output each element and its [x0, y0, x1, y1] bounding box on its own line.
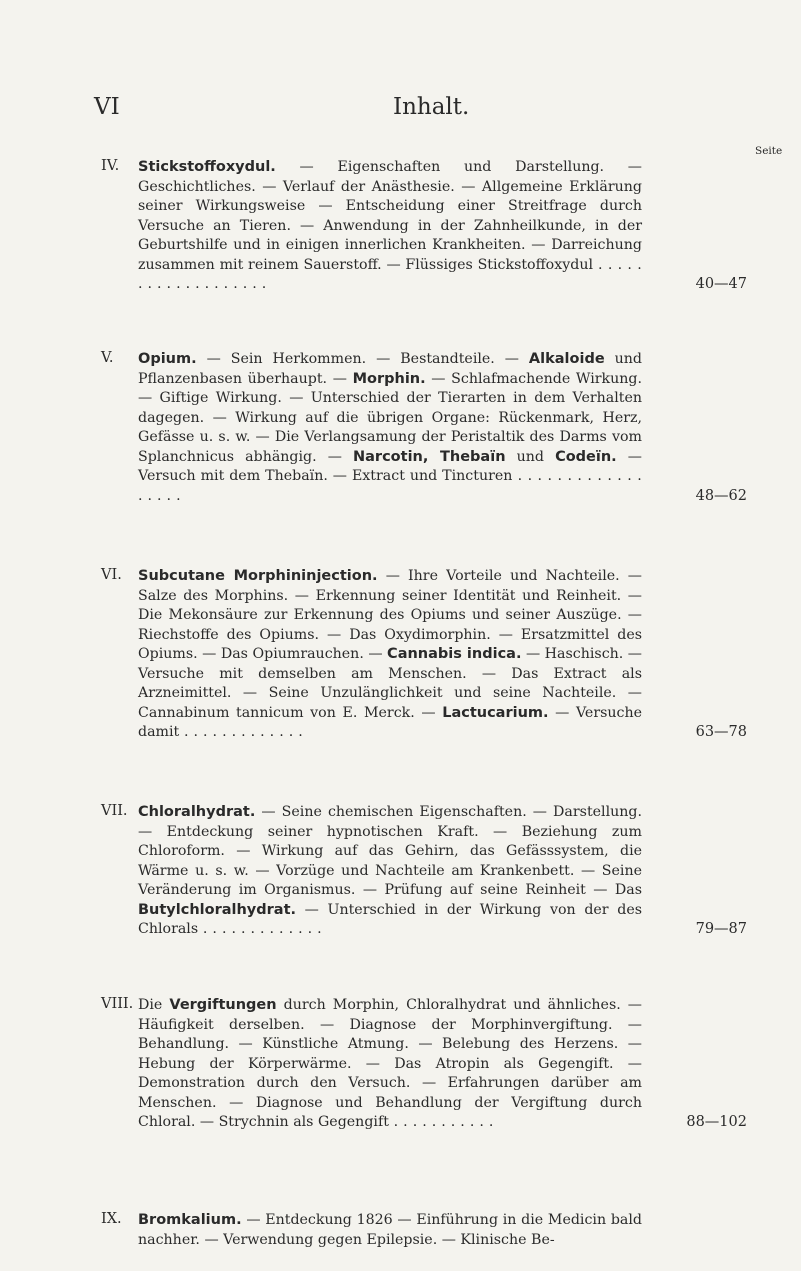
toc-entry: [101, 158, 747, 295]
keyword: Bromkalium.: [138, 1212, 242, 1228]
entry-number: VIII.: [101, 996, 134, 1012]
keyword: Codeïn.: [555, 448, 617, 465]
keyword: Opium.: [138, 351, 197, 367]
text-run: — Ihre Vorteile und Nachteile. — Salze des Morphins. — Erkennung seiner Identität und Reinheit. — Die Mekonsäure zur Erkennung des Opiums und seiner Auszüge. — Riechstoffe des Opiums. — Das Oxydimorphin. — Ersatzmittel des Opiums. — Das Opiumrauchen. —: [138, 568, 642, 662]
toc-entry: [101, 567, 747, 743]
entry-text: [138, 1211, 642, 1250]
entry-text: [138, 158, 642, 295]
text-run: — Eigenschaften und Darstellung. — Geschichtliches. — Verlauf der Anästhesie. — Allgemeine Erklärung seiner Wirkungsweise — Entscheidung einer Streitfrage durch Versuche an Tieren. — Anwendung in der Zahnheilkunde, in der Geburtshilfe und in einigen innerlichen Krankheiten. — Darreichung zusammen mit reinem Sauerstoff. — Flüssiges Stickstoffoxydul: [138, 159, 642, 273]
keyword: Butylchloralhydrat.: [138, 901, 297, 918]
entry-text: [138, 567, 642, 743]
dot-leader: . . . . . . . . . . . . .: [198, 921, 322, 937]
keyword: Stickstoffoxydul.: [138, 159, 276, 175]
entry-text: [138, 350, 642, 506]
page-range: 79—87: [695, 921, 747, 937]
keyword: Narcotin, Thebaïn: [353, 448, 506, 465]
entry-number: V.: [101, 350, 114, 366]
text-run: — Haschisch. — Versuche mit demselben am Menschen. — Das Extract als Arzneimittel. — Seine Unzulänglichkeit und seine Nachteile. — Cannabinum tannicum von E. Merck. —: [138, 646, 642, 721]
section-number: VI: [94, 94, 120, 120]
page-title: Inhalt.: [393, 94, 470, 120]
text-run: — Entdeckung 1826 — Einführung in die Medicin bald nachher. — Verwendung gegen Epilepsie. — Klinische Be-: [138, 1212, 642, 1248]
toc-entry: [101, 803, 747, 940]
toc-entry: [101, 350, 747, 506]
dot-leader: . . . . . . . . . . . . . . . . . . .: [138, 256, 642, 292]
keyword: Cannabis indica.: [387, 646, 522, 662]
text-run: und Pflanzenbasen überhaupt. —: [138, 351, 642, 387]
entry-number: IV.: [101, 158, 120, 174]
text-run: Die: [138, 997, 170, 1013]
keyword: Vergiftungen: [169, 997, 277, 1013]
text-run: — Versuche damit: [138, 704, 642, 740]
keyword: Lactucarium.: [442, 704, 549, 721]
keyword: Morphin.: [352, 370, 426, 387]
entry-text: [138, 996, 642, 1133]
dot-leader: . . . . . . . . . . . . .: [179, 724, 303, 740]
keyword: Subcutane Morphininjection.: [138, 568, 378, 584]
text-run: — Versuch mit dem Thebaïn. — Extract und Tincturen: [138, 448, 642, 484]
page-range: 48—62: [695, 487, 747, 504]
entry-text: [138, 803, 642, 940]
dot-leader: . . . . . . . . . . . . . . . . . .: [138, 468, 642, 504]
keyword: Chloralhydrat.: [138, 804, 256, 820]
dot-leader: . . . . . . . . . . .: [388, 1114, 494, 1130]
page-range: 88—102: [686, 1114, 747, 1130]
text-run: — Unterschied in der Wirkung von der des Chlorals: [138, 901, 642, 937]
toc-entry: [101, 1211, 747, 1250]
entry-number: VI.: [101, 567, 122, 583]
text-run: — Seine chemischen Eigenschaften. — Darstellung. — Entdeckung seiner hypnotischen Kraft. — Beziehung zum Chloroform. — Wirkung auf das Gehirn, das Gefässsystem, die Wärme u. s. w. — Vorzüge und Nachteile am Krankenbett. — Seine Veränderung im Organismus. — Prüfung auf seine Reinheit — Das: [138, 804, 642, 898]
text-run: — Schlafmachende Wirkung. — Giftige Wirkung. — Unterschied der Tierarten in dem Verhalten dagegen. — Wirkung auf die übrigen Organe: Rückenmark, Herz, Gefässe u. s. w. — Die Verlangsamung der Peristaltik des Darms vom Splanchnicus abhängig. —: [138, 370, 643, 465]
text-run: und: [505, 448, 556, 465]
entry-number: VII.: [101, 803, 128, 819]
keyword: Alkaloide: [528, 351, 605, 367]
text-run: durch Morphin, Chloralhydrat und ähnliches. — Häufigkeit derselben. — Diagnose der Morphinvergiftung. — Behandlung. — Künstliche Atmung. — Belebung des Herzens. — Hebung der Körperwärme. — Das Atropin als Gegengift. — Demonstration durch den Versuch. — Erfahrungen darüber am Menschen. — Diagnose und Behandlung der Vergiftung durch Chloral. — Strychnin als Gegengift: [138, 997, 642, 1130]
text-run: — Sein Herkommen. — Bestandteile. —: [196, 351, 529, 367]
page-range: 63—78: [695, 724, 747, 740]
entry-number: IX.: [101, 1211, 122, 1227]
seite-label: Seite: [755, 145, 783, 157]
toc-entry: [101, 996, 747, 1133]
page-range: 40—47: [695, 276, 747, 292]
